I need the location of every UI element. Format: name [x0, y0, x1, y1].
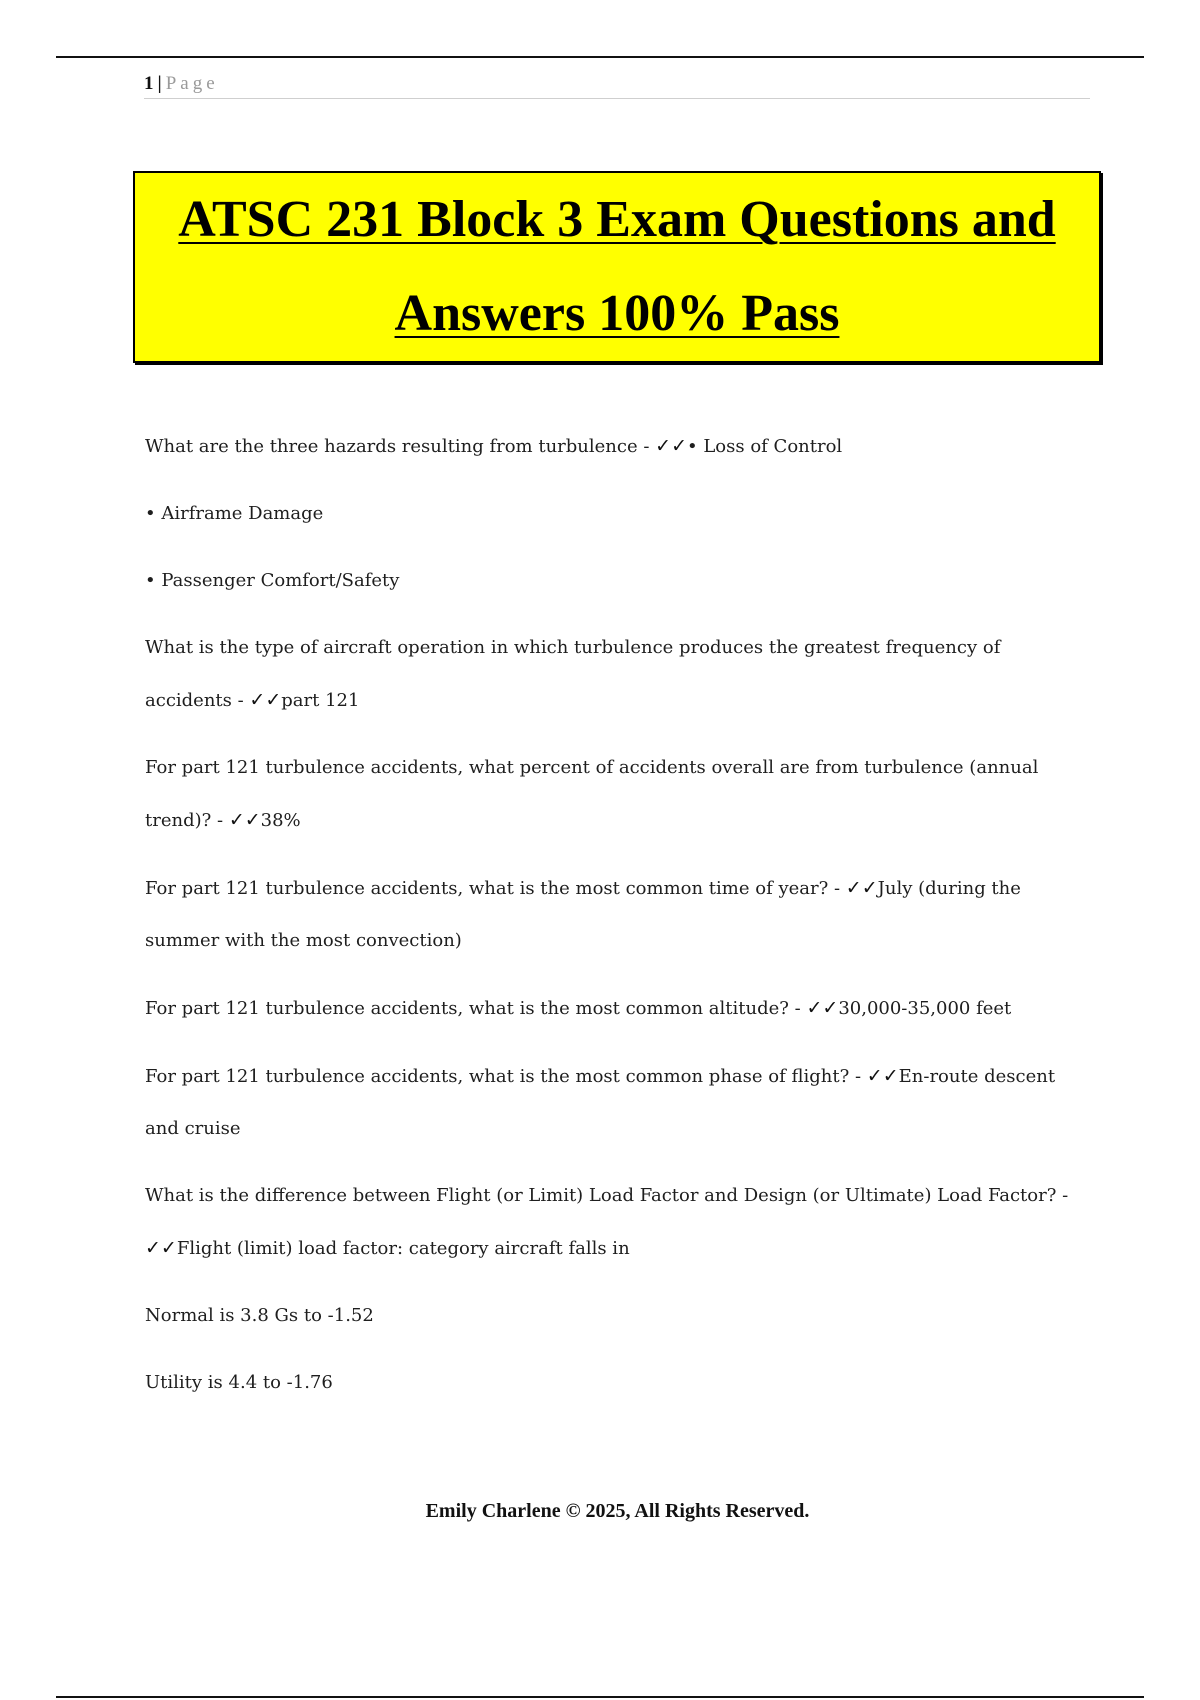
list-item: Normal is 3.8 Gs to -1.52 — [145, 1305, 374, 1326]
check-icon: ✓✓ — [249, 689, 282, 711]
check-icon: ✓✓ — [655, 435, 687, 457]
question-text: For part 121 turbulence accidents, what is the most common time of year? - — [145, 878, 846, 899]
page-separator: | — [157, 73, 162, 94]
question-text: For part 121 turbulence accidents, what is the most common altitude? - — [145, 998, 807, 1019]
check-icon: ✓✓ — [866, 1065, 899, 1087]
answer-text: part 121 — [281, 690, 360, 711]
question-text: What is the difference between Flight (or Limit) Load Factor and Design (or Ultimate) Load Factor? - — [145, 1185, 1069, 1206]
question-text: For part 121 turbulence accidents, what percent of accidents overall are from turbulence (annual trend)? - — [145, 757, 1039, 831]
qa-item-1 — [145, 420, 1090, 473]
qa-item-4 — [145, 862, 1090, 967]
top-rule — [56, 56, 1144, 58]
page-header — [144, 70, 1090, 99]
question-text: What is the type of aircraft operation in which turbulence produces the greatest frequency of accidents - — [145, 637, 1001, 711]
answer-text: 30,000-35,000 feet — [838, 998, 1012, 1019]
qa-item-3 — [145, 742, 1090, 847]
answer-text: July (during the summer with the most convection) — [145, 878, 1021, 951]
answer-text: 38% — [260, 810, 301, 831]
page-number: 1 — [144, 73, 154, 94]
answer-text: • Loss of Control — [687, 436, 843, 457]
check-icon: ✓✓ — [228, 809, 261, 831]
question-text: For part 121 turbulence accidents, what is the most common phase of flight? - — [145, 1066, 867, 1087]
title-line-2: Answers 100% Pass — [394, 285, 840, 342]
qa-item-6 — [145, 1050, 1090, 1155]
qa-content — [145, 420, 1090, 1424]
list-item: • Airframe Damage — [145, 503, 324, 524]
qa-item-5 — [145, 982, 1090, 1035]
check-icon: ✓✓ — [806, 997, 839, 1019]
list-item: Utility is 4.4 to -1.76 — [145, 1372, 333, 1393]
title-box — [133, 171, 1101, 363]
check-icon: ✓✓ — [845, 877, 878, 899]
answer-text: En-route descent and cruise — [145, 1066, 1056, 1139]
list-item: • Passenger Comfort/Safety — [145, 570, 400, 591]
qa-item-2 — [145, 622, 1090, 727]
check-icon: ✓✓ — [145, 1237, 177, 1259]
copyright-footer: Emily Charlene © 2025, All Rights Reserved. — [425, 1500, 810, 1522]
bottom-rule — [56, 1696, 1144, 1698]
page-word: Page — [165, 73, 219, 94]
answer-text: Flight (limit) load factor: category aircraft falls in — [176, 1238, 630, 1259]
title-line-1: ATSC 231 Block 3 Exam Questions and — [178, 191, 1056, 248]
qa-item-7 — [145, 1170, 1090, 1275]
document-title — [178, 173, 1055, 361]
question-text: What are the three hazards resulting from turbulence - — [145, 436, 656, 457]
